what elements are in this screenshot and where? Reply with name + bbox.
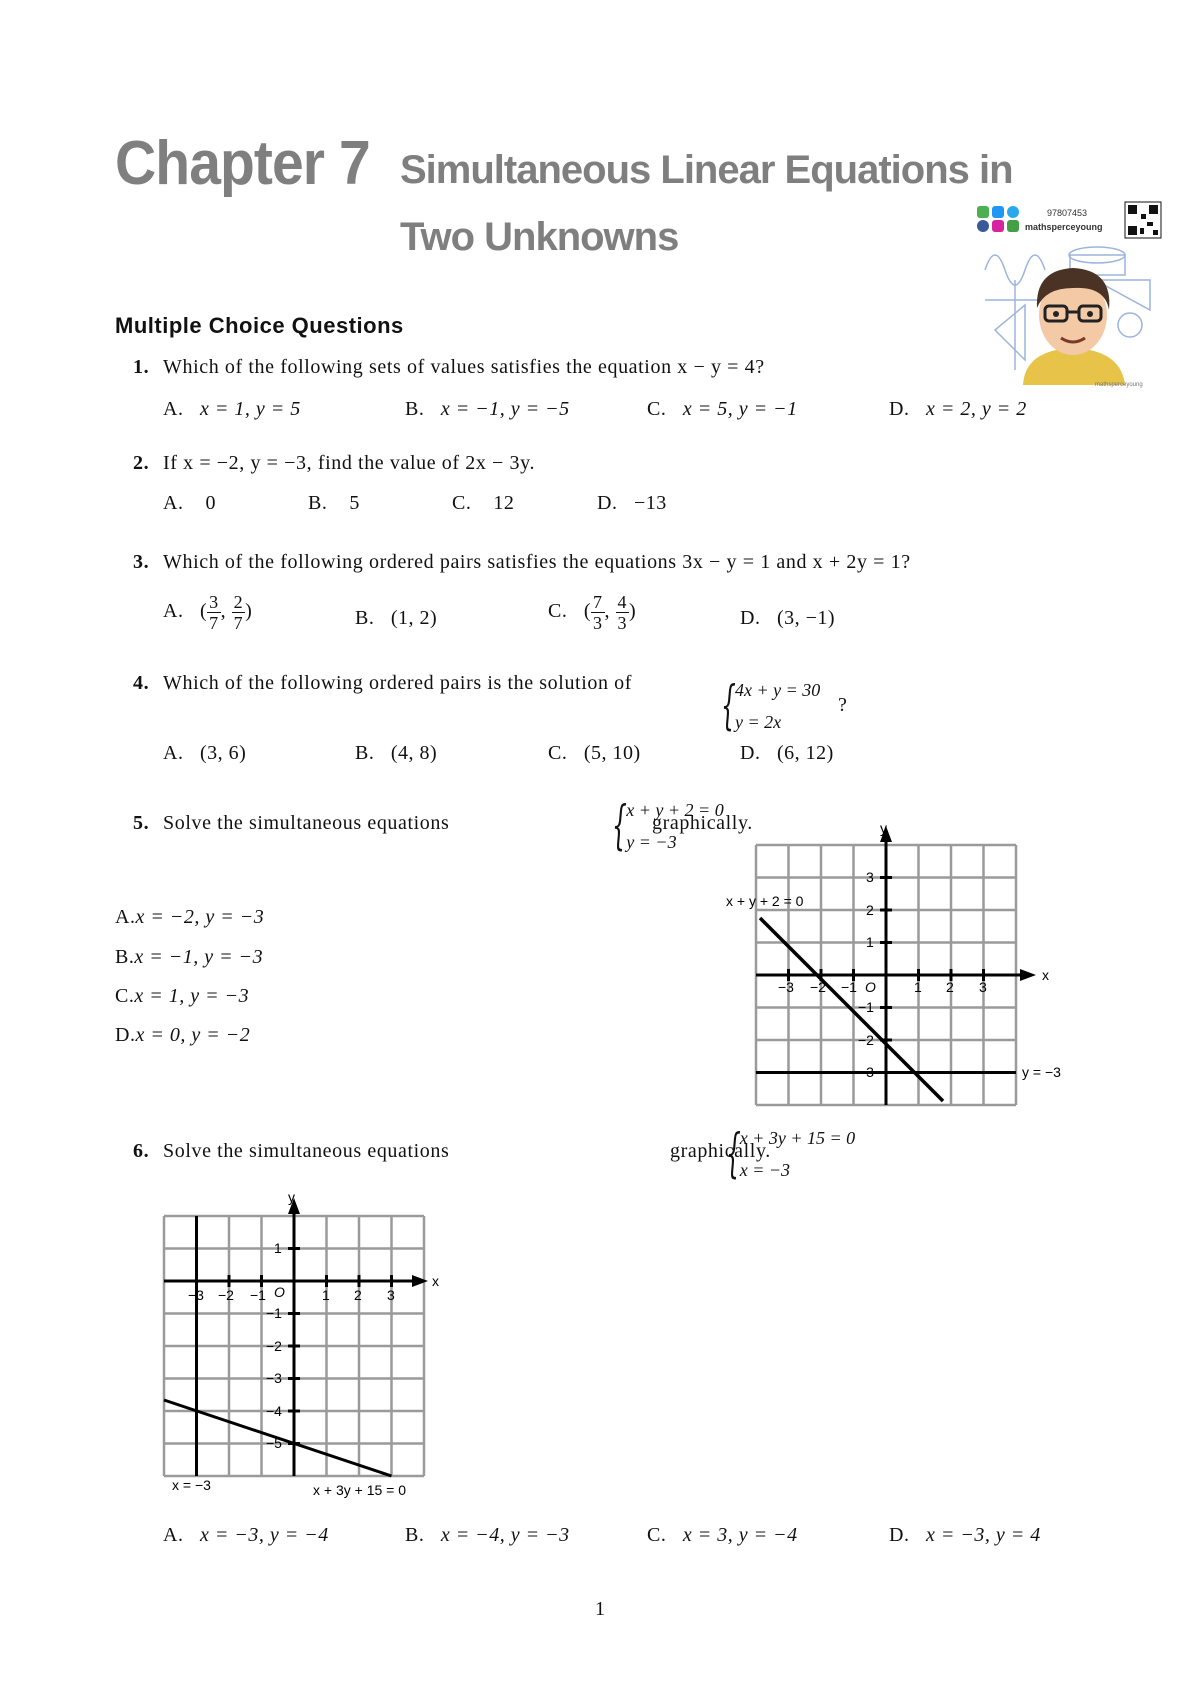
equation: y = −3	[626, 832, 677, 852]
chapter-label: Chapter 7	[115, 129, 370, 198]
question-text: Solve the simultaneous equations	[163, 1140, 450, 1162]
option-label: A.	[115, 906, 136, 928]
option-5d[interactable]	[115, 1024, 250, 1047]
x-tick-label: −3	[778, 979, 794, 995]
fraction: $\frac{2}{7}$	[233, 592, 244, 633]
equation: y = 2x	[735, 712, 782, 732]
option-value: x = 5, y = −1	[682, 398, 798, 420]
option-label: B.	[355, 607, 375, 629]
option-3d[interactable]	[740, 607, 835, 630]
option-4d[interactable]	[740, 742, 834, 765]
axes	[756, 840, 1020, 1105]
graph-q6	[150, 1190, 460, 1500]
option-value: x = 3, y = −4	[682, 1524, 798, 1546]
option-2d[interactable]	[597, 492, 667, 515]
fraction: $\frac{3}{7}$	[209, 592, 219, 633]
chapter-title-line-1: Simultaneous Linear Equations in	[400, 148, 1013, 192]
option-value: 12	[493, 492, 515, 514]
x-tick-label: −2	[218, 1287, 234, 1303]
question-3	[133, 551, 911, 574]
question-number: 1.	[133, 356, 150, 378]
option-1b[interactable]	[405, 398, 570, 421]
x-tick-label: −2	[810, 979, 826, 995]
option-label: A.	[163, 492, 184, 514]
qr-code-icon	[1125, 202, 1161, 238]
option-label: A.	[163, 600, 184, 623]
question-suffix: graphically.	[652, 812, 753, 834]
option-3b[interactable]	[355, 607, 437, 630]
y-tick-label: −1	[858, 999, 874, 1015]
question-number: 4.	[133, 672, 150, 694]
option-4b[interactable]	[355, 742, 437, 765]
option-value: x = 1, y = 5	[199, 398, 301, 420]
option-label: D.	[115, 1024, 136, 1046]
option-value: 5	[349, 492, 360, 514]
section-title: Multiple Choice Questions	[115, 313, 404, 338]
x-tick-label: 1	[322, 1287, 330, 1303]
equation: { x + 3y + 15 = 0	[739, 1128, 856, 1148]
question-2	[133, 452, 535, 475]
option-value: x = −1, y = −5	[440, 398, 570, 420]
x-tick-label: 2	[354, 1287, 362, 1303]
x-tick-label: 2	[946, 979, 954, 995]
chapter-title-line-2: Two Unknowns	[400, 215, 679, 259]
question-1	[133, 356, 765, 379]
option-1a[interactable]	[163, 398, 301, 421]
logo-phone: 97807453	[1047, 208, 1088, 218]
y-tick-label: 1	[866, 934, 874, 950]
option-1c[interactable]	[647, 398, 798, 421]
option-value: 0	[205, 492, 216, 514]
option-5b[interactable]	[115, 946, 263, 969]
option-label: D.	[597, 492, 618, 514]
equation: { x + y + 2 = 0	[626, 800, 724, 820]
line-label: x + 3y + 15 = 0	[313, 1482, 407, 1498]
x-axis-arrow-icon	[1020, 969, 1036, 981]
option-value: (4, 8)	[390, 742, 438, 764]
author-logo	[975, 200, 1165, 390]
equation: x = −3	[739, 1160, 790, 1180]
option-3a[interactable]: A. ( $\frac{3}{7}$ , $\frac{2}{7}$ )	[163, 592, 253, 633]
option-value: (3, 6)	[199, 742, 247, 764]
question-number: 3.	[133, 551, 150, 573]
option-value: x = 1, y = −3	[134, 985, 250, 1007]
option-label: D.	[740, 742, 761, 764]
option-value: x = −3, y = 4	[925, 1524, 1041, 1546]
option-value: x = −4, y = −3	[440, 1524, 570, 1546]
question-text: Solve the simultaneous equations	[163, 812, 450, 834]
y-tick-label: −2	[858, 1032, 874, 1048]
y-tick-label: −3	[858, 1064, 874, 1080]
question-5	[133, 812, 449, 835]
question-text: Which of the following ordered pairs satisfies the equations 3x − y = 1 and x + 2y = 1?	[163, 551, 911, 573]
y-tick-label: −3	[266, 1370, 282, 1386]
x-tick-label: 3	[387, 1287, 395, 1303]
y-tick-label: −5	[266, 1435, 282, 1451]
option-label: B.	[405, 398, 425, 420]
question-4	[133, 672, 632, 695]
option-5a[interactable]	[115, 906, 264, 929]
graph-q5	[720, 820, 1080, 1115]
question-6	[133, 1140, 449, 1163]
option-label: D.	[889, 398, 910, 420]
origin-label: O	[274, 1284, 285, 1300]
option-4a[interactable]	[163, 742, 246, 765]
option-4c[interactable]	[548, 742, 641, 765]
option-6d[interactable]	[889, 1524, 1041, 1547]
y-axis-label: y	[880, 820, 887, 836]
x-axis-arrow-icon	[412, 1275, 428, 1287]
x-tick-label: −3	[188, 1287, 204, 1303]
question-text: If x = −2, y = −3, find the value of 2x − 3y.	[163, 452, 536, 474]
x-tick-label: 1	[914, 979, 922, 995]
option-label: A.	[163, 1524, 184, 1546]
option-label: C.	[548, 600, 568, 623]
option-2b[interactable]	[308, 492, 360, 515]
logo-handle: mathsperceyoung	[1025, 222, 1103, 232]
y-tick-label: 1	[274, 1240, 282, 1256]
page-number: 1	[595, 1598, 605, 1620]
option-6c[interactable]	[647, 1524, 798, 1547]
question-suffix: graphically.	[670, 1140, 771, 1162]
option-value: x = −3, y = −4	[199, 1524, 329, 1546]
x-tick-label: −1	[841, 979, 857, 995]
option-label: D.	[740, 607, 761, 629]
line-label: x = −3	[172, 1477, 211, 1493]
line-label: x + y + 2 = 0	[726, 893, 804, 909]
option-value: (1, 2)	[390, 607, 438, 629]
option-label: C.	[548, 742, 568, 764]
y-tick-label: 3	[866, 869, 874, 885]
option-value: (5, 10)	[583, 742, 641, 764]
y-tick-label: −4	[266, 1403, 282, 1419]
option-value: x = −2, y = −3	[135, 906, 265, 928]
axes	[164, 1212, 412, 1476]
option-label: B.	[308, 492, 328, 514]
y-tick-label: −2	[266, 1338, 282, 1354]
fraction: $\frac{4}{3}$	[617, 592, 628, 633]
x-axis-label: x	[432, 1273, 439, 1289]
x-tick-label: −1	[250, 1287, 266, 1303]
question-text: Which of the following sets of values satisfies the equation x − y = 4?	[163, 356, 765, 378]
question-number: 5.	[133, 812, 150, 834]
question-number: 2.	[133, 452, 150, 474]
y-tick-label: −1	[266, 1305, 282, 1321]
y-axis-label: y	[288, 1190, 295, 1205]
equation: { 4x + y = 30	[735, 680, 821, 700]
option-value: −13	[633, 492, 667, 514]
option-label: A.	[163, 398, 184, 420]
logo-watermark: mathsperceyoung	[1095, 382, 1143, 388]
option-1d[interactable]	[889, 398, 1027, 421]
option-label: C.	[452, 492, 472, 514]
option-label: D.	[889, 1524, 910, 1546]
question-number: 6.	[133, 1140, 150, 1162]
option-label: C.	[647, 398, 667, 420]
x-axis-label: x	[1042, 967, 1049, 983]
option-3c[interactable]: C. ( $\frac{7}{3}$ , $\frac{4}{3}$ )	[548, 592, 637, 633]
option-label: B.	[355, 742, 375, 764]
option-value: (3, −1)	[776, 607, 836, 629]
option-label: C.	[115, 985, 135, 1007]
option-5c[interactable]	[115, 985, 249, 1008]
x-tick-label: 3	[979, 979, 987, 995]
option-6a[interactable]	[163, 1524, 329, 1547]
option-2a[interactable]	[163, 492, 216, 515]
fraction: $\frac{7}{3}$	[593, 592, 603, 633]
option-label: B.	[115, 946, 135, 968]
option-value: x = 0, y = −2	[135, 1024, 251, 1046]
y-tick-label: 2	[866, 902, 874, 918]
line-label: y = −3	[1022, 1064, 1061, 1080]
option-2c[interactable]	[452, 492, 514, 515]
option-label: C.	[647, 1524, 667, 1546]
option-label: B.	[405, 1524, 425, 1546]
equation-system	[723, 674, 820, 738]
option-value: x = −1, y = −3	[134, 946, 264, 968]
option-value: x = 2, y = 2	[925, 398, 1027, 420]
origin-label: O	[865, 979, 876, 995]
question-suffix: ?	[838, 694, 848, 716]
option-6b[interactable]	[405, 1524, 570, 1547]
question-text: Which of the following ordered pairs is the solution of	[163, 672, 633, 694]
option-value: (6, 12)	[776, 742, 834, 764]
option-label: A.	[163, 742, 184, 764]
